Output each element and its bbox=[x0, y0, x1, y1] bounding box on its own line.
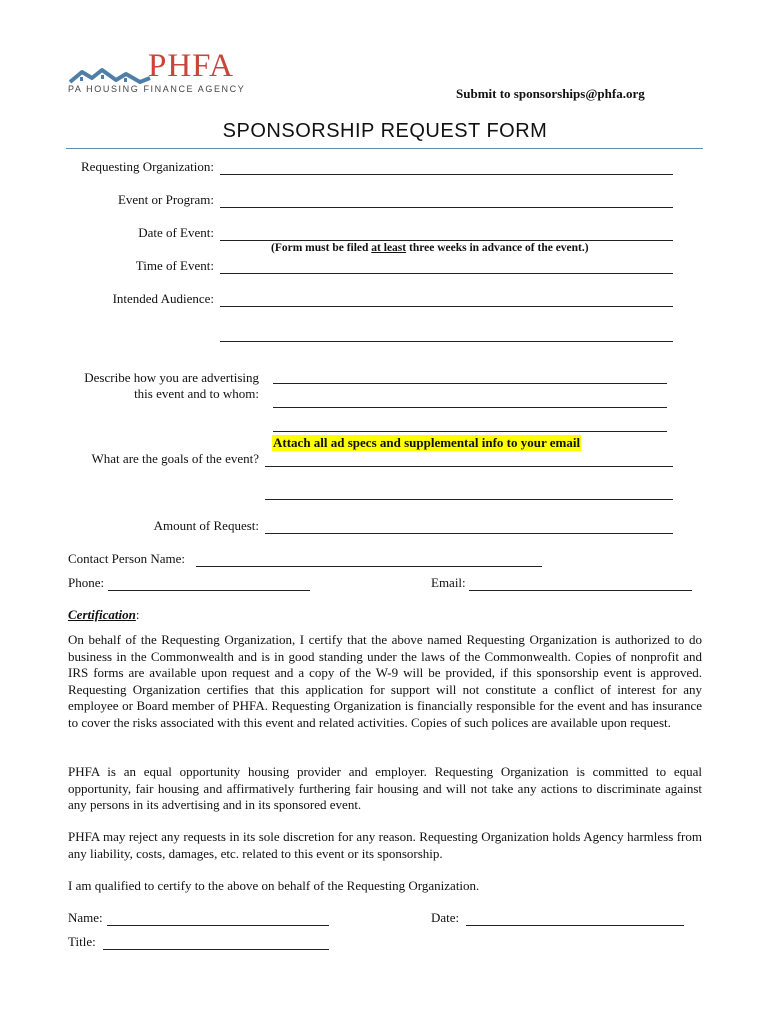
date-label: Date: bbox=[431, 910, 460, 925]
title-field[interactable] bbox=[103, 949, 329, 950]
email-field[interactable] bbox=[469, 590, 692, 591]
certification-paragraph-1: On behalf of the Requesting Organization, I certify that the above named Requesting Organization is authorized to do business in the Commonwealth and is in good standing under the laws of the Commonwealth. Copies of nonprofit and IRS forms are available upon request and a copy of the W-9 will be provided, if this sponsorship event is approved. Requesting Organization certifies that this application for support will not constitute a conflict of interest for any employee or Board member of PHFA. Requesting Organization is financially responsible for the event and has insurance to cover the risks associated with this event and related activities. Copies of such polices are available upon request. bbox=[68, 632, 702, 730]
certification-paragraph-4: I am qualified to certify to the above on behalf of the Requesting Organization. bbox=[68, 878, 480, 893]
certification-paragraph-2: PHFA is an equal opportunity housing provider and employer. Requesting Organization is committed to equal opportunity, fair housing and affirmatively furthering fair housing and will not take any actions to discriminate against any persons in its advertising and in its sponsored event. bbox=[68, 764, 702, 812]
attach-note: Attach all ad specs and supplemental info to your email bbox=[273, 435, 581, 450]
certification-heading-text: Certification bbox=[68, 607, 136, 622]
requesting-org-field[interactable] bbox=[220, 174, 673, 175]
logo-subtext: PA HOUSING FINANCE AGENCY bbox=[68, 84, 246, 94]
goals-label: What are the goals of the event? bbox=[91, 451, 259, 466]
time-of-event-label: Time of Event: bbox=[135, 258, 214, 273]
event-program-field[interactable] bbox=[220, 207, 673, 208]
advertising-label-line2: this event and to whom: bbox=[134, 386, 259, 401]
intended-audience-field[interactable] bbox=[220, 306, 673, 307]
amount-label: Amount of Request: bbox=[153, 518, 259, 533]
intended-audience-field-2[interactable] bbox=[220, 341, 673, 342]
goals-field[interactable] bbox=[265, 466, 673, 467]
note-close: three weeks in advance of the event.) bbox=[406, 242, 589, 254]
time-of-event-field[interactable] bbox=[220, 273, 673, 274]
contact-name-field[interactable] bbox=[196, 566, 542, 567]
event-program-label: Event or Program: bbox=[117, 192, 214, 207]
phone-field[interactable] bbox=[108, 590, 310, 591]
date-of-event-label: Date of Event: bbox=[138, 225, 214, 240]
note-open: (Form must be filed bbox=[271, 242, 372, 254]
date-of-event-field[interactable] bbox=[220, 240, 673, 241]
advertising-field[interactable] bbox=[273, 383, 667, 384]
advertising-field-3[interactable] bbox=[273, 431, 667, 432]
advertising-label-line1: Describe how you are advertising bbox=[84, 370, 259, 385]
page-title: SPONSORSHIP REQUEST FORM bbox=[222, 120, 548, 142]
intended-audience-label: Intended Audience: bbox=[112, 291, 214, 306]
email-label: Email: bbox=[431, 575, 466, 590]
certification-heading-suffix: : bbox=[135, 607, 140, 622]
date-field[interactable] bbox=[466, 925, 684, 926]
submit-to-text: Submit to sponsorships@phfa.org bbox=[456, 86, 645, 101]
goals-field-2[interactable] bbox=[265, 499, 673, 500]
name-label: Name: bbox=[68, 910, 103, 925]
requesting-org-label: Requesting Organization: bbox=[81, 159, 214, 174]
title-label: Title: bbox=[68, 934, 96, 949]
filing-deadline-note bbox=[271, 242, 589, 254]
certification-heading bbox=[68, 607, 140, 623]
note-emphasis: at least bbox=[371, 242, 407, 254]
contact-name-label: Contact Person Name: bbox=[68, 551, 185, 566]
amount-field[interactable] bbox=[265, 533, 673, 534]
logo-text: PHFA bbox=[148, 48, 234, 84]
title-rule bbox=[66, 148, 703, 149]
phone-label: Phone: bbox=[68, 575, 105, 590]
phfa-logo bbox=[68, 50, 258, 100]
advertising-field-2[interactable] bbox=[273, 407, 667, 408]
certification-paragraph-3: PHFA may reject any requests in its sole discretion for any reason. Requesting Organization holds Agency harmless from any liability, costs, damages, etc. related to this event or its sponsorship. bbox=[68, 829, 702, 861]
name-field[interactable] bbox=[107, 925, 329, 926]
